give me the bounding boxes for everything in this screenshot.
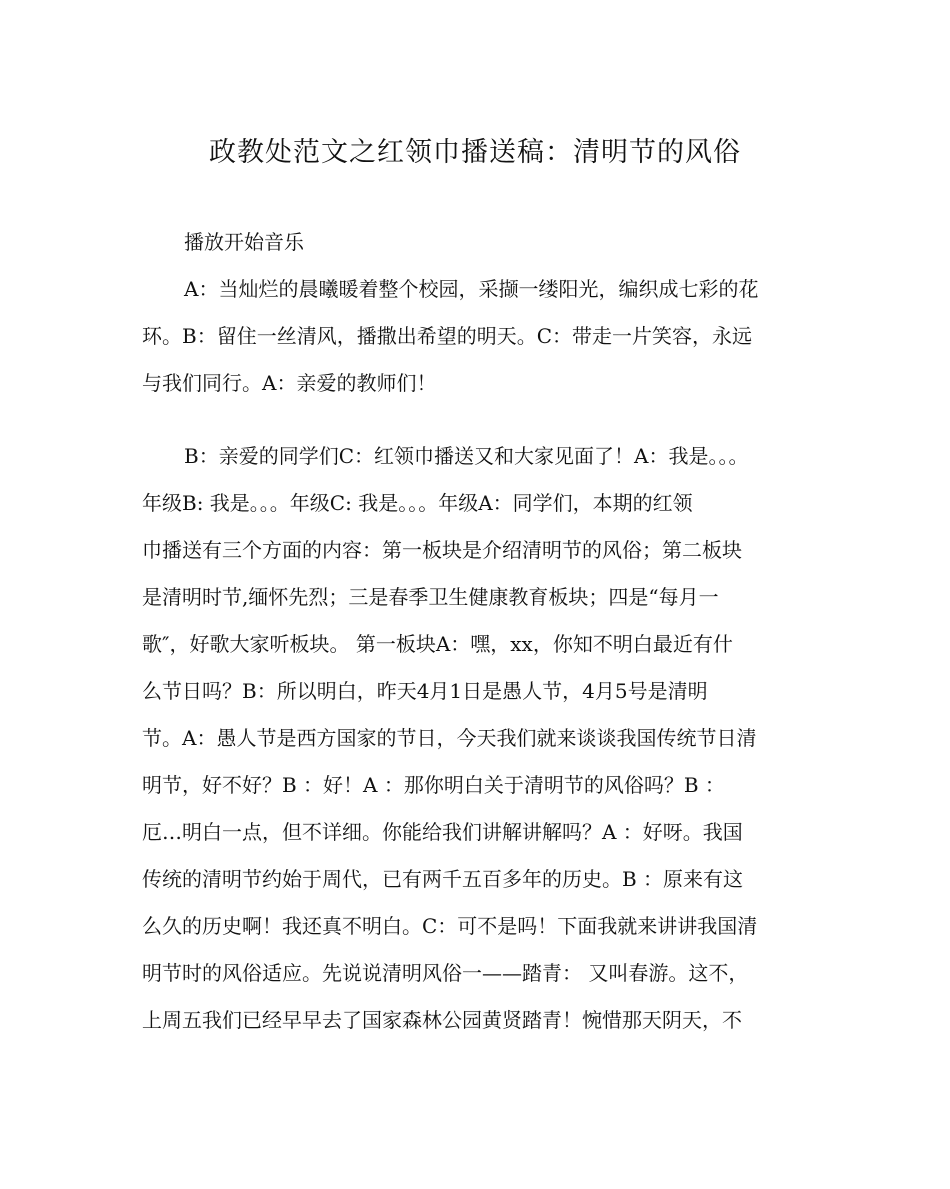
paragraph-3-line-9: 厄…明白一点，但不详细。你能给我们讲解讲解吗？A ：好呀。我国: [142, 820, 743, 844]
document-body: [142, 219, 808, 1044]
paragraph-3-line-11: 么久的历史啊！我还真不明白。C：可不是吗！下面我就来讲讲我国清: [142, 914, 758, 938]
paragraph-2-line-1: A：当灿烂的晨曦暖着整个校园，采撷一缕阳光，编织成七彩的花: [184, 277, 759, 301]
paragraph-3-line-4: 是清明时节,缅怀先烈；三是春季卫生健康教育板块；四是“每月一: [142, 585, 719, 609]
paragraph-3-line-13: 上周五我们已经早早去了国家森林公园黄贤踏青！惋惜那天阴天，不: [142, 1008, 742, 1032]
paragraph-1-line-1: 播放开始音乐: [184, 230, 304, 254]
paragraph-gap: [142, 407, 808, 433]
document-title: 政教处范文之红领巾播送稿：清明节的风俗: [209, 137, 741, 168]
paragraph-3-line-6: 么节日吗？B：所以明白，昨天4月1日是愚人节，4月5号是清明: [142, 679, 708, 703]
paragraph-3-line-7: 节。A：愚人节是西方国家的节日，今天我们就来谈谈我国传统节日清: [142, 726, 757, 750]
paragraph-3-line-5: 歌″，好歌大家听板块。 第一板块A：嘿，xx，你知不明白最近有什: [142, 632, 733, 656]
paragraph-3-line-2: 年级B: 我是。。。年级C: 我是。。。年级A：同学们，本期的红领: [142, 491, 693, 515]
paragraph-3-line-3: 巾播送有三个方面的内容：第一板块是介绍清明节的风俗；第二板块: [142, 538, 742, 562]
paragraph-3-line-10: 传统的清明节约始于周代，已有两千五百多年的历史。B ：原来有这: [142, 867, 744, 891]
paragraph-3-line-12: 明节时的风俗适应。先说说清明风俗一——踏青： 又叫春游。这不，: [142, 961, 749, 985]
paragraph-2-line-3: 与我们同行。A：亲爱的教师们！: [142, 371, 437, 395]
paragraph-2-line-2: 环。B：留住一丝清风，播撒出希望的明天。C：带走一片笑容，永远: [142, 324, 752, 348]
paragraph-3-line-8: 明节，好不好？B ：好！A ：那你明白关于清明节的风俗吗？B ：: [142, 773, 725, 797]
paragraph-3-line-1: B：亲爱的同学们C：红领巾播送又和大家见面了！A：我是。。。: [184, 444, 749, 468]
